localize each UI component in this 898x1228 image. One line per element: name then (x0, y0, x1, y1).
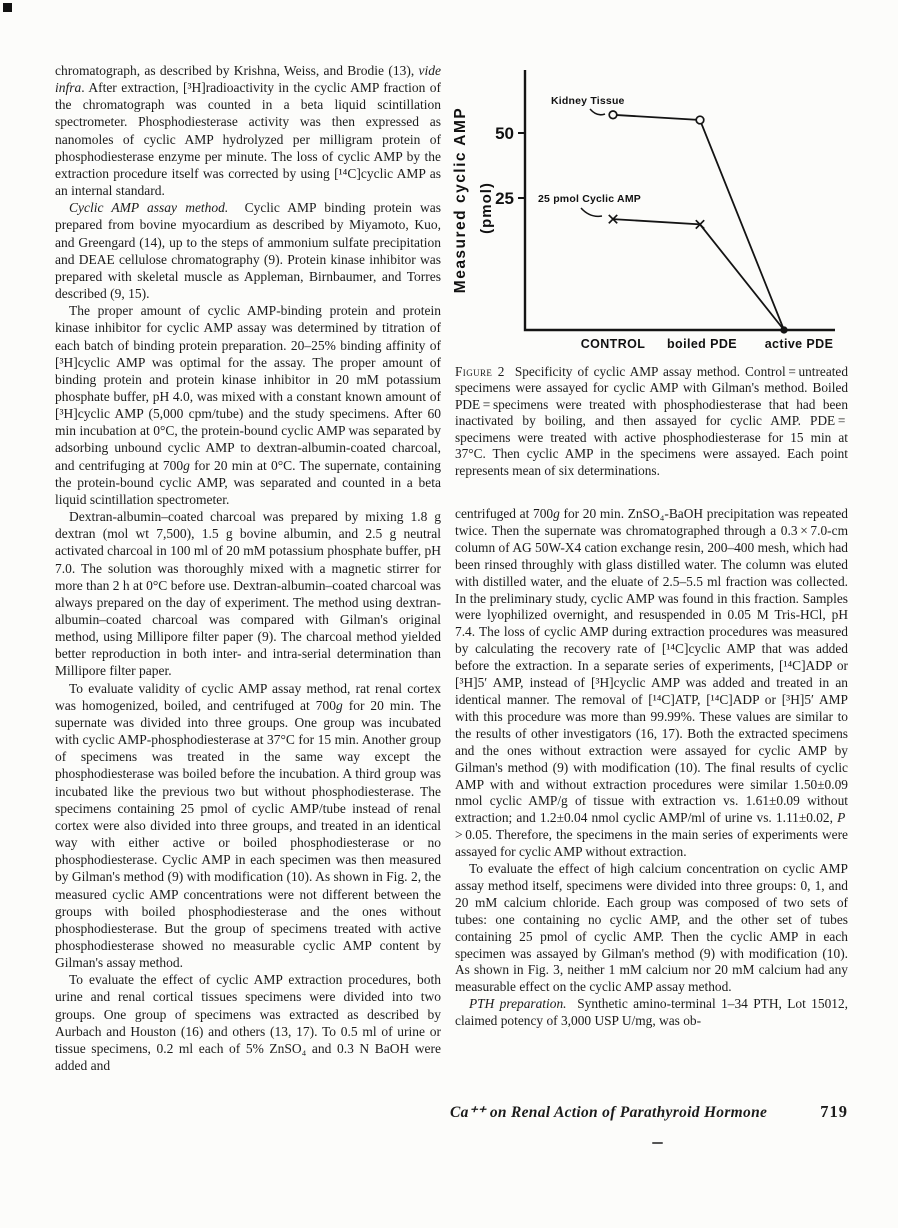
x-category-label: CONTROL (580, 337, 646, 351)
figure2-caption (455, 364, 848, 479)
x-category-label: active PDE (764, 337, 834, 351)
paragraph: Dextran-albumin–coated charcoal was prepared by mixing 1.8 g dextran (mol wt 7,500), 1.5 g bovine albumin, and 2.5 g neutral activated charcoal in 100 ml of 20 mM potassium phosphate buffer, pH 7.0. The solution was thoroughly mixed with a magnetic stirrer for more than 2 h at 0°C before use. Dextran-albumin–coated charcoal was always prepared on the day of experiment. The method using dextran-albumin–coated charcoal was compared with Gilman's original method, using Millipore filter paper (9). The charcoal method yielded better reproduction in both inter- and intra-serial determination than Millipore filter paper. (55, 509, 441, 679)
scan-corner-mark (3, 3, 12, 12)
series-annotation: 25 pmol Cyclic AMP (538, 193, 641, 205)
paragraph: The proper amount of cyclic AMP-binding protein and protein kinase inhibitor for cyclic AMP assay was determined by titration of each batch of binding protein preparation. 20–25% binding affinity of [³H]cyclic AMP was optimal for the assay. The proper amount of binding protein and protein kinase inhibitor in 20 mM potassium phosphate buffer, pH 4.0, was mixed with a constant known amount of [³H]cyclic AMP (5,000 cpm/tube) and the study specimens. After 60 min incubation at 0°C, the protein-bound cyclic AMP was separated by adsorbing unbound cyclic AMP to dextran-albumin-coated charcoal, and centrifuging at 700g for 20 min at 0°C. The supernate, containing the protein-bound cyclic AMP, was separated and counted in a beta liquid scintillation spectrometer. (55, 303, 441, 507)
page-footer (450, 1102, 848, 1122)
y-axis-title-units: (pmol) (478, 182, 495, 234)
paragraph: Cyclic AMP assay method. Cyclic AMP binding protein was prepared from bovine myocardium as described by Miyamoto, Kuo, and Greengard (14), up to the steps of ammonium sulfate precipitation and DEAE cellulose chromatography (9). Protein kinase inhibitor was prepared with skeletal muscle as Appleman, Birnbaumer, and Torres described (9, 15). (55, 200, 441, 302)
scan-stray-mark (652, 1142, 663, 1144)
page-number: 719 (820, 1102, 848, 1121)
figure2-chart (450, 62, 860, 362)
data-point-circle (609, 111, 617, 119)
figure-caption-label: Figure 2 (455, 364, 505, 379)
right-column (455, 506, 848, 1030)
paragraph: PTH preparation. Synthetic amino-terminal 1–34 PTH, Lot 15012, claimed potency of 3,000 USP U/mg, was ob- (455, 996, 848, 1029)
y-axis-title: Measured cyclic AMP (452, 106, 469, 294)
paragraph: To evaluate the effect of cyclic AMP extraction procedures, both urine and renal cortical tissues specimens were divided into two groups. One group of specimens was extracted as described by Aurbach and Houston (16) and others (13, 17). To 0.5 ml of urine or tissue specimens, 0.2 ml each of 5% ZnSO₄ and 0.3 N BaOH were added and (55, 972, 441, 1074)
left-column (55, 62, 441, 1074)
x-category-label: boiled PDE (667, 337, 737, 351)
paragraph: To evaluate validity of cyclic AMP assay method, rat renal cortex was homogenized, boiled, and centrifuged at 700g for 20 min. The supernate was divided into three groups. One group was incubated with cyclic AMP-phosphodiesterase at 37°C for 15 min. Another group of specimens was treated in the same way except the phosphodiesterase was boiled before the incubation. A third group was incubated like the previous two but without phosphodiesterase. The specimens containing 25 pmol of cyclic AMP/tube instead of renal cortex were also divided into three groups, and treated in an identical way with either active or boiled phosphodiesterase or no phosphodiesterase. Cyclic AMP in each specimen was then measured by Gilman's method (9) with modification (10). As shown in Fig. 2, the measured cyclic AMP concentrations were not different between the groups with boiled phosphodiesterase and the ones without phosphodiesterase. But the group of specimens treated with active phosphodiesterase showed no measurable cyclic AMP content by Gilman's assay method. (55, 680, 441, 971)
y-tick-label: 25 (495, 189, 514, 208)
annotation-arrow (581, 208, 602, 216)
annotation-arrow (590, 109, 605, 115)
y-tick-label: 50 (495, 124, 514, 143)
paragraph: chromatograph, as described by Krishna, Weiss, and Brodie (13), vide infra. After extraction, [³H]radioactivity in the cyclic AMP fraction of the chromatograph was counted in a beta liquid scintillation spectrometer. Phosphodiesterase activity was then expressed as nanomoles of cyclic AMP hydrolyzed per milligram protein of phosphodiesterase enzyme per minute. The loss of cyclic AMP by the extraction procedure itself was corrected by using [¹⁴C]cyclic AMP as an internal standard. (55, 63, 441, 199)
series-annotation: Kidney Tissue (551, 95, 625, 107)
paragraph: centrifuged at 700g for 20 min. ZnSO₄-BaOH precipitation was repeated twice. Then the supernate was chromatographed through a 0.3 × 7.0-cm column of AG 50W-X4 cation exchange resin, 200–400 mesh, which had been rinsed throughly with glass distilled water. The column was eluted with distilled water, and the eluate of 2.5–5.5 ml fraction was collected. In the preliminary study, cyclic AMP was found in this fraction. Samples were lyophilized overnight, and resuspended in 0.05 M Tris-HCl, pH 7.4. The loss of cyclic AMP during extraction procedures was measured by calculating the recovery rate of [¹⁴C]cyclic AMP that was added before the extraction. In a separate series of experiments, [¹⁴C]ADP or [³H]5′ AMP, instead of [³H]cyclic AMP was added and treated in an identical manner. The removal of [¹⁴C]ATP, [¹⁴C]ADP or [³H]5′ AMP with this procedure was more than 99.99%. These values are similar to the results of other investigators (16, 17). Both the extracted specimens and the ones without extraction were assayed for cyclic AMP by Gilman's method (9) with modification (10). The final results of cyclic AMP with and without extraction procedures were similar 1.50±0.09 nmol cyclic AMP/g of tissue with extraction vs. 1.61±0.09 without extraction; and 1.2±0.04 nmol cyclic AMP/ml of urine vs. 1.11±0.02, P > 0.05. Therefore, the specimens in the main series of experiments were assayed for cyclic AMP without extraction. (455, 506, 848, 860)
figure2 (450, 62, 860, 362)
paragraph: To evaluate the effect of high calcium concentration on cyclic AMP assay method itself, specimens were divided into three groups: 0, 1, and 20 mM calcium chloride. Each group was composed of two sets of tubes: one containing no cyclic AMP, and the other set of tubes containing 25 pmol of cyclic AMP. Then the cyclic AMP in each specimen was assayed by Gilman's method (9) with modification (10). As shown in Fig. 3, neither 1 mM calcium nor 20 mM calcium had any measurable effect on the cyclic AMP assay method. (455, 861, 848, 995)
data-point-circle (696, 116, 704, 124)
series-line (613, 219, 784, 330)
figure-caption-text: Specificity of cyclic AMP assay method. Control = untreated specimens were assayed for cyclic AMP with Gilman's method. Boiled PDE = specimens were treated with phosphodiesterase that had been inactivated by boiling, and then assayed for cyclic AMP. PDE = specimens were treated with active phosphodiesterase for 15 min at 37°C. Then cyclic AMP in the specimens were assayed. Each point represents mean of six determinations. (455, 364, 848, 478)
data-point-filled (780, 326, 787, 333)
running-title: Ca⁺⁺ on Renal Action of Parathyroid Hormone (450, 1104, 768, 1121)
